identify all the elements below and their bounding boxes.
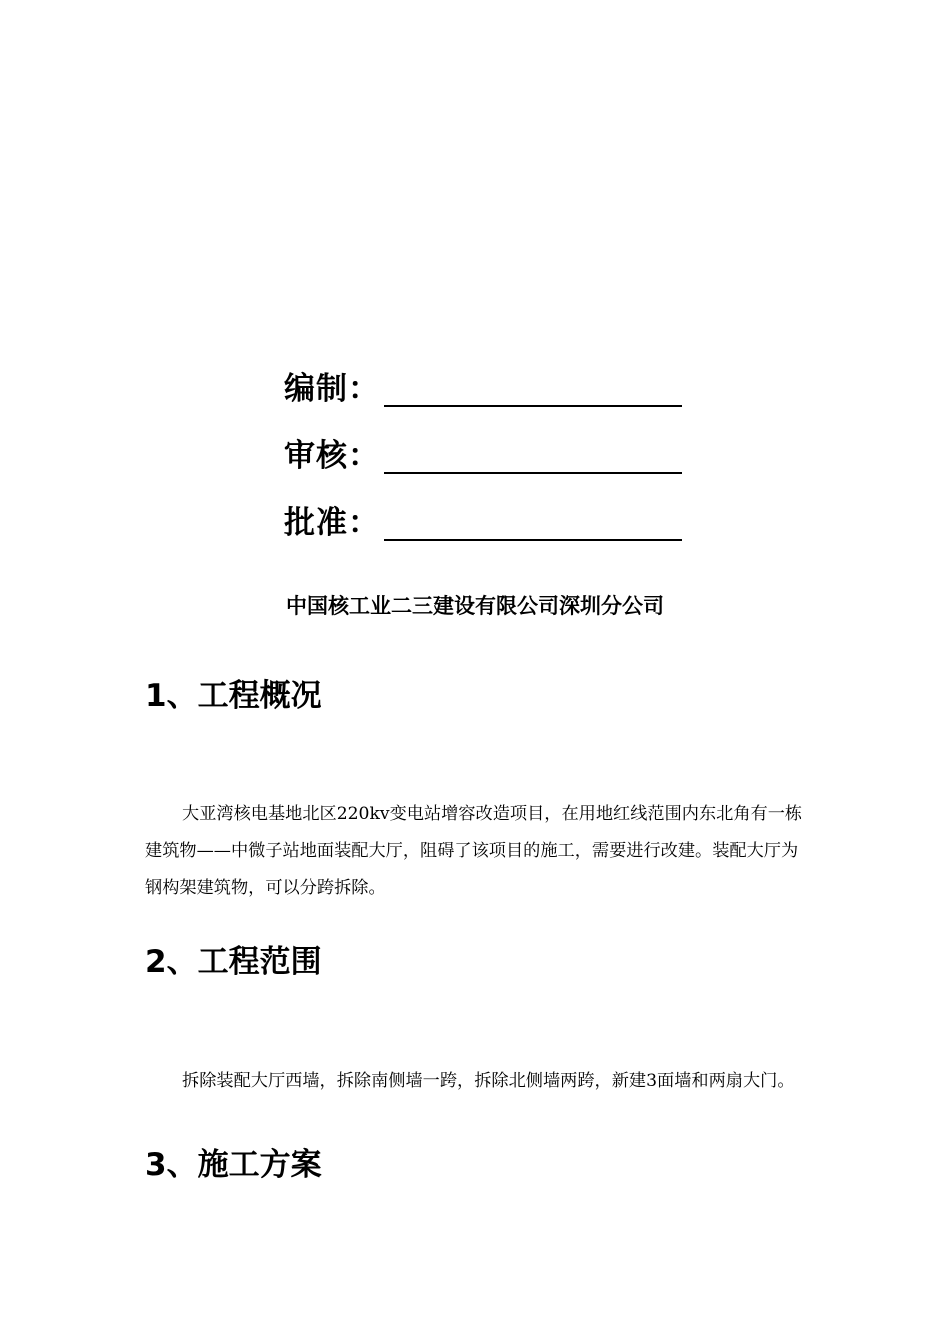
review-signature-line xyxy=(384,472,682,474)
section-body-scope: 拆除装配大厅西墙，拆除南侧墙一跨，拆除北侧墙两跨，新建3面墙和两扇大门。 xyxy=(182,1071,795,1091)
signature-row-approve xyxy=(284,478,704,545)
compile-label: 编制： xyxy=(284,371,380,407)
approve-signature-line xyxy=(384,539,682,541)
section-heading-plan: 3、施工方案 xyxy=(145,1147,322,1183)
review-label: 审核： xyxy=(284,438,380,474)
section-heading-overview: 1、工程概况 xyxy=(145,678,322,714)
approve-label: 批准： xyxy=(284,505,380,541)
section-heading-scope: 2、工程范围 xyxy=(145,944,322,980)
compile-signature-line xyxy=(384,405,682,407)
section-body-overview: 大亚湾核电基地北区220kv变电站增容改造项目，在用地红线范围内东北角有一栋建筑物——中微子站地面装配大厅，阻碍了该项目的施工，需要进行改建。装配大厅为钢构架建筑物，可以分跨拆除。 xyxy=(145,804,803,898)
signature-row-review xyxy=(284,411,704,478)
signature-row-compile xyxy=(284,344,704,411)
company-name: 中国核工业二三建设有限公司深圳分公司 xyxy=(286,594,664,618)
signature-block xyxy=(284,344,704,545)
